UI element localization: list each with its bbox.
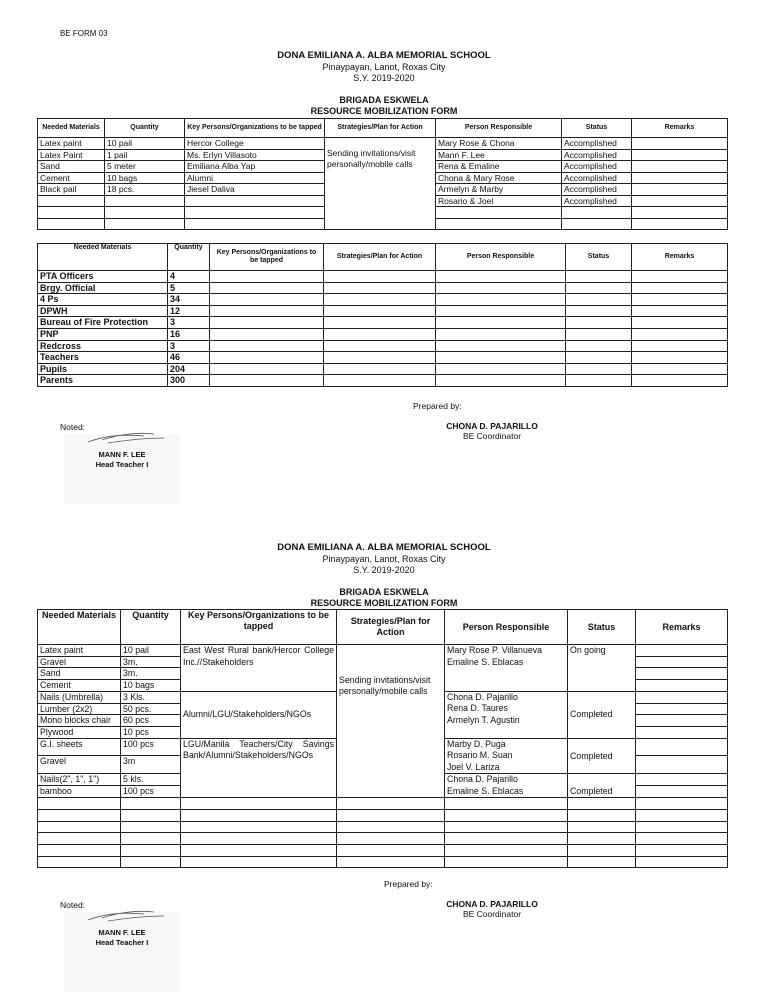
- noted-label: Noted:: [60, 422, 86, 432]
- quantity-cell: [105, 195, 185, 207]
- materials-table-1: [37, 118, 728, 230]
- stakeholder-cell: Bureau of Fire Protection: [38, 317, 168, 329]
- col-header: Person Responsible: [436, 119, 562, 138]
- material-cell: [38, 218, 105, 230]
- key-person-cell: Hercor College: [185, 138, 325, 150]
- signature-icon: [84, 428, 200, 448]
- head-teacher-name: MANN F. LEE: [98, 928, 146, 937]
- person-name: Rosario M. Suan: [447, 750, 513, 761]
- materials-table-3: [37, 609, 728, 868]
- coordinator-role: BE Coordinator: [462, 431, 522, 441]
- school-year: S.Y. 2019-2020: [353, 565, 415, 575]
- quantity-cell: 3m.: [121, 668, 181, 680]
- remarks-cell: [632, 184, 728, 196]
- remarks-cell: [636, 645, 728, 657]
- quantity-cell: 1 pail: [105, 149, 185, 161]
- school-name: DONA EMILIANA A. ALBA MEMORIAL SCHOOL: [277, 50, 491, 61]
- col-header: Strategies/Plan for Action: [337, 610, 445, 645]
- person-cell: Chona & Mary Rose: [436, 172, 562, 184]
- quantity-cell: 3 Kls.: [121, 691, 181, 703]
- quantity-cell: 10 pcs: [121, 726, 181, 738]
- table-header-row: [38, 610, 728, 645]
- table-row: [38, 317, 728, 329]
- col-header: Quantity: [121, 610, 181, 645]
- quantity-cell: [105, 207, 185, 219]
- material-cell: Mono blocks chair: [38, 715, 121, 727]
- status-cell: Accomplished: [562, 138, 632, 150]
- person-cell: [445, 738, 568, 774]
- col-header: Remarks: [636, 610, 728, 645]
- stakeholder-cell: DPWH: [38, 305, 168, 317]
- material-cell: Gravel: [38, 656, 121, 668]
- remarks-cell: [636, 774, 728, 786]
- table-row: [38, 375, 728, 387]
- person-name: Emaline S. Eblacas: [447, 785, 524, 796]
- form-code: BE FORM 03: [60, 29, 108, 38]
- material-cell: Nails(2", 1", 1"): [38, 774, 121, 786]
- table-header-row: [38, 119, 728, 138]
- person-cell: Mann F. Lee: [436, 149, 562, 161]
- status-cell: On going: [568, 645, 636, 692]
- signature-area: [64, 434, 180, 504]
- form-title-line2: RESOURCE MOBILIZATION FORM: [310, 106, 458, 116]
- material-cell: Cement: [38, 680, 121, 692]
- status-cell: Accomplished: [562, 161, 632, 173]
- status-cell: [562, 207, 632, 219]
- col-header: Needed Materials: [38, 119, 105, 138]
- key-person-cell: East West Rural bank/Hercor College Inc.//Stakeholders: [181, 645, 337, 692]
- stakeholder-cell: Brgy. Official: [38, 282, 168, 294]
- person-name: Rena D. Taures: [447, 703, 508, 714]
- status-cell: Accomplished: [562, 195, 632, 207]
- remarks-cell: [632, 218, 728, 230]
- col-header: Quantity: [105, 119, 185, 138]
- remarks-cell: [636, 680, 728, 692]
- form-title: [0, 95, 768, 117]
- person-cell: [436, 207, 562, 219]
- remarks-cell: [636, 691, 728, 703]
- table-row: [38, 328, 728, 340]
- person-name: Marby D. Puga: [447, 738, 506, 749]
- quantity-cell: 3m: [121, 756, 181, 774]
- remarks-cell: [636, 715, 728, 727]
- table-row: [38, 833, 728, 845]
- key-person-cell: Alumni/LGU/Stakeholders/NGOs: [181, 691, 337, 738]
- school-name: DONA EMILIANA A. ALBA MEMORIAL SCHOOL: [277, 542, 491, 553]
- form-title-line2: RESOURCE MOBILIZATION FORM: [310, 598, 458, 608]
- remarks-cell: [636, 738, 728, 756]
- count-cell: 34: [168, 294, 210, 306]
- stakeholder-cell: 4 Ps: [38, 294, 168, 306]
- quantity-cell: 5 kls.: [121, 774, 181, 786]
- table-row: [38, 305, 728, 317]
- table-row: [38, 271, 728, 283]
- prepared-by-label-2: Prepared by:: [384, 879, 433, 889]
- table-row: [38, 856, 728, 868]
- col-header: Person Responsible: [436, 244, 566, 271]
- quantity-cell: 10 pail: [121, 645, 181, 657]
- material-cell: Lumber (2x2): [38, 703, 121, 715]
- col-header: Status: [566, 244, 632, 271]
- status-cell: Completed: [568, 691, 636, 738]
- remarks-cell: [636, 756, 728, 774]
- table-row: [38, 138, 728, 150]
- prepared-by-label: Prepared by:: [413, 401, 462, 411]
- quantity-cell: [105, 218, 185, 230]
- col-header: Remarks: [632, 244, 728, 271]
- quantity-cell: 10 bags: [105, 172, 185, 184]
- count-cell: 3: [168, 317, 210, 329]
- table-row: [38, 294, 728, 306]
- person-cell: [445, 774, 568, 798]
- table-row: [38, 821, 728, 833]
- key-person-cell: Ms. Erlyn Villasoto: [185, 149, 325, 161]
- person-name: Emaline S. Eblacas: [447, 656, 524, 667]
- person-cell: Armelyn & Marby: [436, 184, 562, 196]
- quantity-cell: 100 pcs: [121, 786, 181, 798]
- noted-label-2: Noted:: [60, 900, 86, 910]
- person-cell: Rosario & Joel: [436, 195, 562, 207]
- coordinator-block: [414, 421, 570, 441]
- col-header: Strategies/Plan for Action: [324, 244, 436, 271]
- person-name: Armelyn T. Agustin: [447, 714, 520, 725]
- materials-table-2: [37, 243, 728, 387]
- status-cell: [562, 218, 632, 230]
- count-cell: 12: [168, 305, 210, 317]
- key-person-cell: LGU/Manila Teachers/City Savings Bank/Alumni/Stakeholders/NGOs: [181, 738, 337, 798]
- school-year: S.Y. 2019-2020: [353, 73, 415, 83]
- remarks-cell: [636, 703, 728, 715]
- strategy-cell: Sending invitations/visit personally/mobile calls: [325, 138, 436, 230]
- person-name: Joel V. Lariza: [447, 761, 500, 772]
- person-name: Chona D. Pajarillo: [447, 691, 518, 702]
- material-cell: Cement: [38, 172, 105, 184]
- coordinator-role: BE Coordinator: [462, 909, 522, 919]
- col-header: Key Persons/Organizations to be tapped: [181, 610, 337, 645]
- table-row: [38, 798, 728, 810]
- school-header: [0, 50, 768, 85]
- head-teacher-role: Head Teacher I: [95, 460, 149, 469]
- quantity-cell: 18 pcs.: [105, 184, 185, 196]
- quantity-cell: 10 bags: [121, 680, 181, 692]
- remarks-cell: [636, 786, 728, 798]
- stakeholder-cell: Parents: [38, 375, 168, 387]
- person-cell: [445, 645, 568, 692]
- head-teacher-role: Head Teacher I: [95, 938, 149, 947]
- stakeholder-cell: Teachers: [38, 352, 168, 364]
- key-person-cell: [185, 195, 325, 207]
- person-cell: Rena & Emaline: [436, 161, 562, 173]
- status-cell: Completed: [568, 738, 636, 774]
- count-cell: 16: [168, 328, 210, 340]
- count-cell: 300: [168, 375, 210, 387]
- col-header: Strategies/Plan for Action: [325, 119, 436, 138]
- form-title-2: [0, 587, 768, 609]
- material-cell: Black pail: [38, 184, 105, 196]
- strategy-cell: Sending invitations/visit personally/mobile calls: [337, 645, 445, 798]
- table-row: [38, 352, 728, 364]
- table-header-row: [38, 244, 728, 271]
- col-header: Remarks: [632, 119, 728, 138]
- material-cell: Plywood: [38, 726, 121, 738]
- col-header: Key Persons/Organizations to be tapped: [210, 244, 324, 271]
- table-row: [38, 340, 728, 352]
- quantity-cell: 10 pail: [105, 138, 185, 150]
- count-cell: 4: [168, 271, 210, 283]
- status-cell: Accomplished: [562, 172, 632, 184]
- quantity-cell: 3m.: [121, 656, 181, 668]
- count-cell: 3: [168, 340, 210, 352]
- school-header-2: [0, 542, 768, 577]
- person-cell: Mary Rose & Chona: [436, 138, 562, 150]
- material-cell: bamboo: [38, 786, 121, 798]
- school-address: Pinaypayan, Lanot, Roxas City: [322, 61, 446, 72]
- coordinator-block-2: [414, 899, 570, 919]
- remarks-cell: [632, 207, 728, 219]
- person-name: Mary Rose P. Villanueva: [447, 645, 543, 655]
- material-cell: [38, 195, 105, 207]
- quantity-cell: 50 pcs.: [121, 703, 181, 715]
- remarks-cell: [636, 656, 728, 668]
- remarks-cell: [636, 726, 728, 738]
- form-title-line1: BRIGADA ESKWELA: [339, 95, 429, 105]
- material-cell: Nails (Umbrella): [38, 691, 121, 703]
- form-title-line1: BRIGADA ESKWELA: [339, 587, 429, 597]
- remarks-cell: [636, 668, 728, 680]
- quantity-cell: 60 pcs: [121, 715, 181, 727]
- key-person-cell: Alumni: [185, 172, 325, 184]
- status-cell: Completed: [568, 774, 636, 798]
- stakeholder-cell: PNP: [38, 328, 168, 340]
- material-cell: Latex Paint: [38, 149, 105, 161]
- col-header: Needed Materials: [38, 610, 121, 645]
- status-cell: Accomplished: [562, 149, 632, 161]
- col-header: Status: [568, 610, 636, 645]
- col-header: Needed Materials: [38, 244, 168, 271]
- remarks-cell: [632, 195, 728, 207]
- remarks-cell: [632, 172, 728, 184]
- material-cell: Latex paint: [38, 138, 105, 150]
- person-cell: [445, 691, 568, 738]
- col-header: Quantity: [168, 244, 210, 271]
- count-cell: 46: [168, 352, 210, 364]
- quantity-cell: 5 meter: [105, 161, 185, 173]
- col-header: Key Persons/Organizations to be tapped: [185, 119, 325, 138]
- table-row: [38, 282, 728, 294]
- material-cell: Sand: [38, 668, 121, 680]
- material-cell: Latex paint: [38, 645, 121, 657]
- signature-icon: [84, 906, 200, 926]
- key-person-cell: [185, 207, 325, 219]
- count-cell: 5: [168, 282, 210, 294]
- material-cell: Sand: [38, 161, 105, 173]
- table-row: [38, 645, 728, 657]
- stakeholder-cell: Pupils: [38, 363, 168, 375]
- stakeholder-cell: PTA Officers: [38, 271, 168, 283]
- head-teacher-name: MANN F. LEE: [98, 450, 146, 459]
- col-header: Status: [562, 119, 632, 138]
- table-row: [38, 809, 728, 821]
- key-person-cell: [185, 218, 325, 230]
- material-cell: G.I. sheets: [38, 738, 121, 756]
- quantity-cell: 100 pcs: [121, 738, 181, 756]
- count-cell: 204: [168, 363, 210, 375]
- table-row: [38, 363, 728, 375]
- material-cell: [38, 207, 105, 219]
- coordinator-name: CHONA D. PAJARILLO: [446, 899, 538, 909]
- signature-area-2: [64, 912, 180, 992]
- key-person-cell: Emiliana Alba Yap: [185, 161, 325, 173]
- key-person-cell: Jiesel Daliva: [185, 184, 325, 196]
- school-address: Pinaypayan, Lanot, Roxas City: [322, 553, 446, 564]
- person-name: Chona D. Pajarillo: [447, 774, 518, 785]
- remarks-cell: [632, 161, 728, 173]
- remarks-cell: [632, 138, 728, 150]
- table-row: [38, 844, 728, 856]
- status-cell: Accomplished: [562, 184, 632, 196]
- person-cell: [436, 218, 562, 230]
- remarks-cell: [632, 149, 728, 161]
- col-header: Person Responsible: [445, 610, 568, 645]
- material-cell: Gravel: [38, 756, 121, 774]
- coordinator-name: CHONA D. PAJARILLO: [446, 421, 538, 431]
- stakeholder-cell: Redcross: [38, 340, 168, 352]
